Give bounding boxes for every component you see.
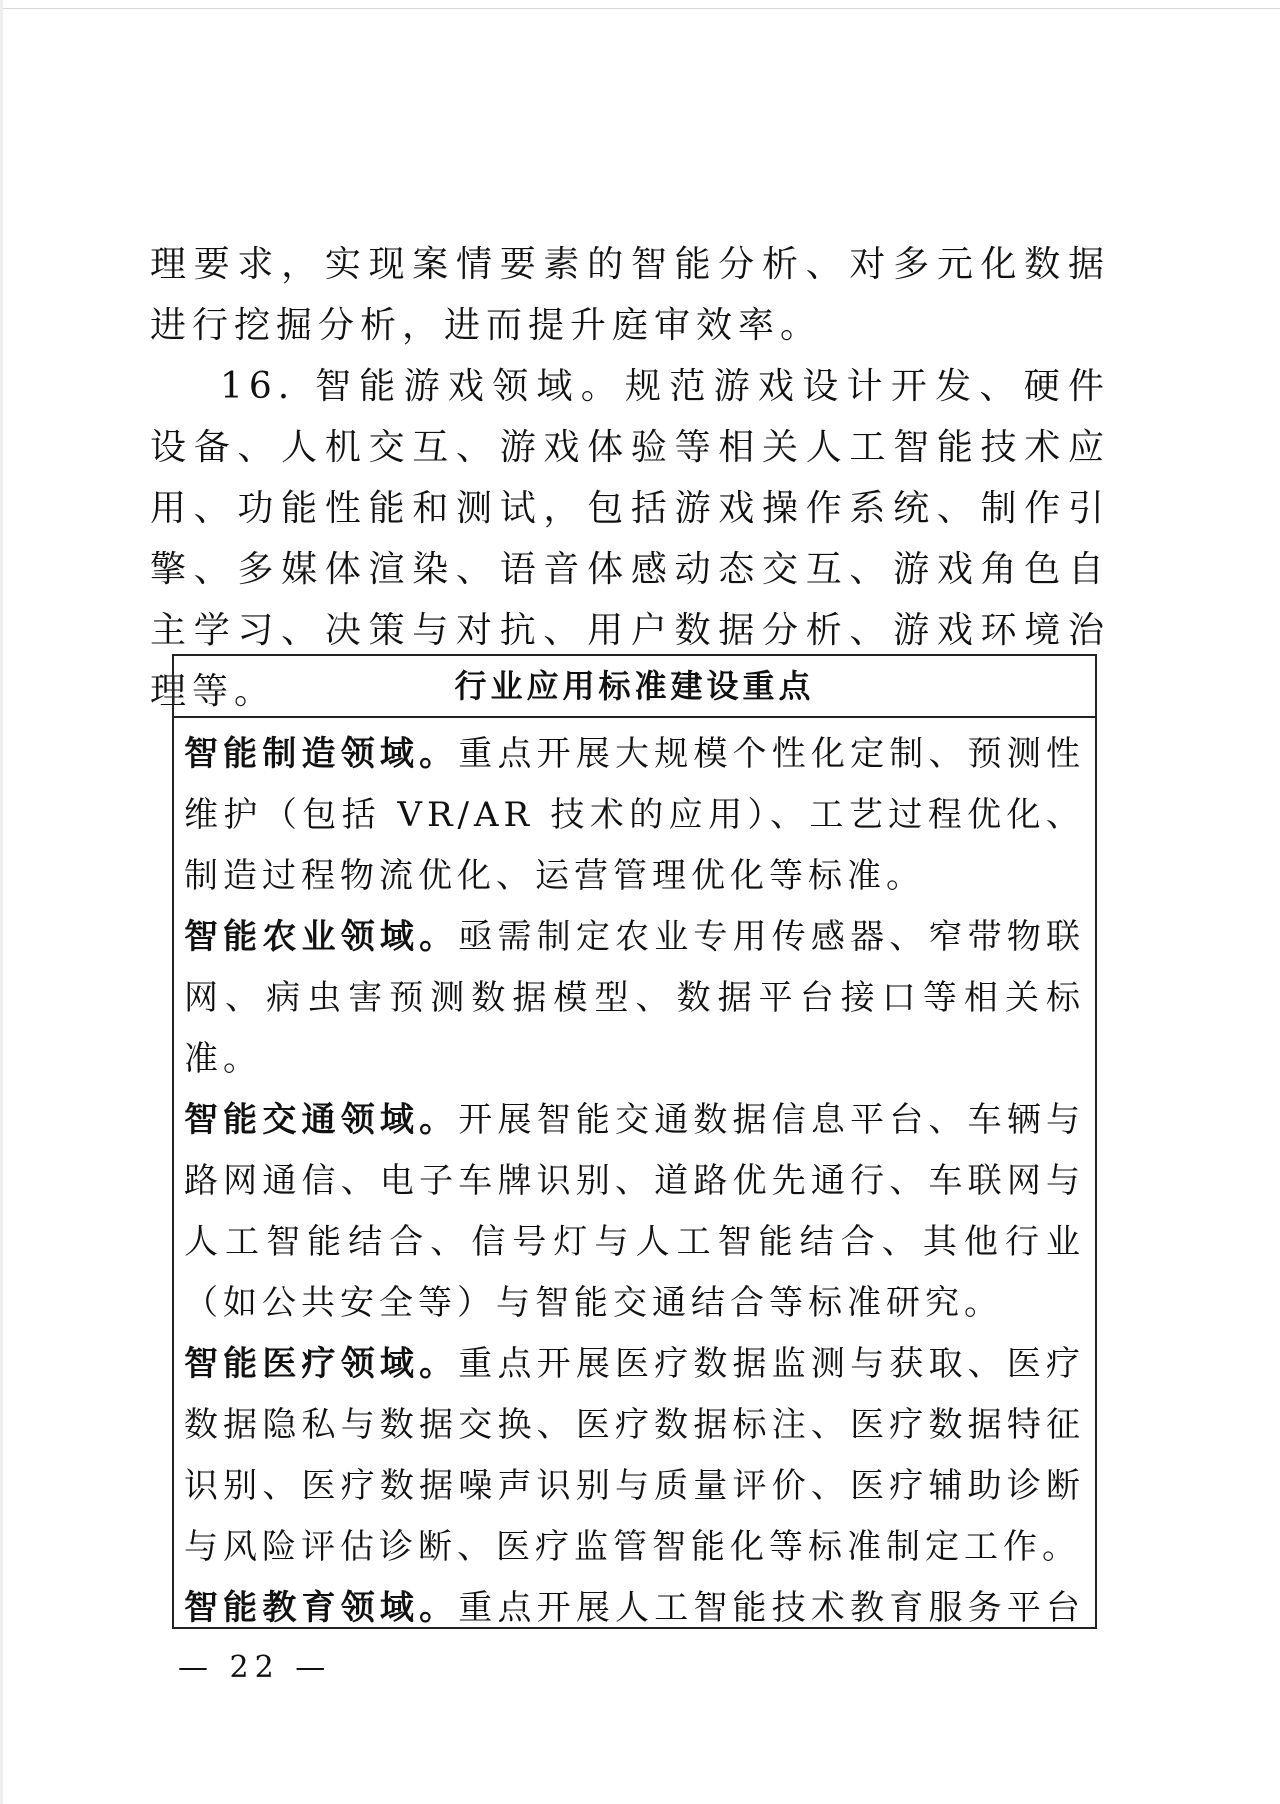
paragraph-text: 理要求，实现案情要素的智能分析、对多元化数据进行挖掘分析，进而提升庭审效率。 [150,244,1110,346]
entry-manufacturing [184,724,1085,907]
left-scan-edge [0,0,3,1804]
entry-transportation [184,1090,1085,1334]
entry-lead: 智能交通领域。 [184,1100,459,1140]
top-scan-edge [0,8,1280,9]
box-body [174,718,1095,1629]
entry-text: 亟需制定农业专用传感器、窄带物联网、病虫害预测数据模型、数据平台接口等相关标准。 [184,917,1086,1079]
entry-text: 开展智能交通数据信息平台、车辆与路网通信、电子车牌识别、道路优先通行、车联网与人工智能结合、信号灯与人工智能结合、其他行业（如公共安全等）与智能交通结合等标准研究。 [184,1100,1086,1323]
entry-text: 重点开展大规模个性化定制、预测性维护（包括 VR/AR 技术的应用）、工艺过程优化、制造过程物流优化、运营管理优化等标准。 [184,734,1086,896]
entry-lead: 智能教育领域。 [184,1588,459,1628]
entry-text: 重点开展人工智能技术教育服务平台 [458,1588,1086,1628]
industry-standards-box [172,654,1097,1629]
entry-education [184,1578,1085,1629]
page-number: — 22 — [178,1650,332,1685]
entry-text: 重点开展医疗数据监测与获取、医疗数据隐私与数据交换、医疗数据标注、医疗数据特征识别、医疗数据噪声识别与质量评价、医疗辅助诊断与风险评估诊断、医疗监管智能化等标准制定工作。 [184,1344,1086,1567]
entry-lead: 智能医疗领域。 [184,1344,459,1384]
box-title: 行业应用标准建设重点 [174,656,1095,718]
paragraph-continuation [150,234,1110,356]
entry-lead: 智能制造领域。 [184,734,459,774]
entry-healthcare [184,1334,1085,1578]
paragraph-text: 16. 智能游戏领域。规范游戏设计开发、硬件设备、人机交互、游戏体验等相关人工智能技术应用、功能性能和测试，包括游戏操作系统、制作引擎、多媒体渲染、语音体感动态交互、游戏角色自主学习、决策与对抗、用户数据分析、游戏环境治理等。 [150,366,1110,712]
entry-agriculture [184,907,1085,1090]
entry-lead: 智能农业领域。 [184,917,459,957]
